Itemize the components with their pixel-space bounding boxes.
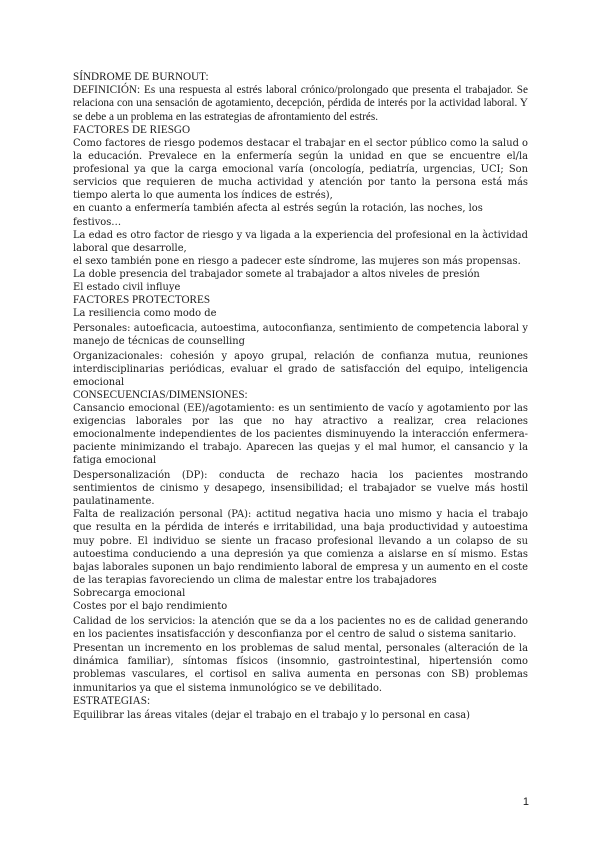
service-quality-paragraph: Calidad de los servicios: la atención que se da a los pacientes no es de calidad generando en los pacientes insatisfacción y desconfianza por el centro de salud o sistema sanitario. <box>73 615 528 640</box>
depersonalization-paragraph: Despersonalización (DP): conducta de rechazo hacia los pacientes mostrando sentimientos de cinismo y desapego, insensibilidad; el trabajador se vuelve más hostil paulatinamente. <box>73 470 528 508</box>
emotional-exhaustion-paragraph: Cansancio emocional (EE)/agotamiento: es un sentimiento de vacío y agotamiento por las exigencias laborales por las que no hay atractivo a realizar, crea relaciones emocionalmente independientes de los pacientes disminuyendo la interacción enfermera-paciente minimizando el trabajo. Aparecen las quejas y el mal humor, el cansancio y la fatiga emocional <box>73 403 528 467</box>
risk-double-presence-line: La doble presencia del trabajador somete al trabajador a altos niveles de presión <box>73 268 480 280</box>
low-performance-costs-line: Costes por el bajo rendimiento <box>73 601 228 613</box>
balance-strategy-line: Equilibrar las áreas vitales (dejar el trabajo en el trabajo y lo personal en casa) <box>73 710 471 722</box>
risk-factors-heading: FACTORES DE RIESGO <box>73 123 191 136</box>
personal-factors-paragraph: Personales: autoeficacia, autoestima, autoconfianza, sentimiento de competencia laboral y manejo de técnicas de counselling <box>73 322 528 348</box>
risk-rotation-line: en cuanto a enfermería también afecta al estrés según la rotación, las noches, los festivos… <box>73 203 483 228</box>
personal-accomplishment-paragraph: Falta de realización personal (PA): actitud negativa hacia uno mismo y hacia el trabajo que resulta en la pérdida de interés e irritabilidad, una baja productividad y autoestima muy pobre. El individuo se siente un fracaso profesional llevando a un colapso de su autoestima conduciendo a una depresión ya que comienza a aislarse en sí mismo. Estas bajas laborales suponen un bajo rendimiento laboral de empresa y un aumento en el coste de las terapias favoreciendo un clima de malestar entre los trabajadores <box>73 509 528 586</box>
emotional-overload-line: Sobrecarga emocional <box>73 587 186 599</box>
protective-factors-heading: FACTORES PROTECTORES <box>73 294 211 307</box>
document-body <box>73 71 528 722</box>
risk-civil-status-line: El estado civil influye <box>73 282 181 294</box>
page-number: 1 <box>522 796 529 808</box>
title-heading: SÍNDROME DE BURNOUT: <box>73 71 209 83</box>
strategies-heading: ESTRATEGIAS: <box>73 694 151 707</box>
consequences-heading: CONSECUENCIAS/DIMENSIONES: <box>73 388 248 401</box>
risk-age-paragraph: La edad es otro factor de riesgo y va ligada a la experiencia del profesional en la àctividad laboral que desarrolle, <box>73 229 528 254</box>
risk-factors-paragraph: Como factores de riesgo podemos destacar el trabajar en el sector público como la salud o la educación. Prevalece en la enfermería según la unidad en que se encuentre el/la profesional ya que la carga emocional varía (oncología, pediatría, urgencias, UCI; Son servicios que requieren de mucha actividad y atención por tanto la persona está más tiempo alerta lo que aumenta los índices de estrés), <box>73 138 528 202</box>
risk-sex-line: el sexo también pone en riesgo a padecer este síndrome, las mujeres son más propensas. <box>73 255 521 267</box>
health-problems-paragraph: Presentan un incremento en los problemas de salud mental, personales (alteración de la dinámica familiar), síntomas físicos (insomnio, gastrointestinal, hipertensión como problemas vasculares, el cortisol en saliva aumenta en personas con SB) problemas inmunitarios ya que el sistema inmunológico se ve debilitado. <box>73 643 528 694</box>
resilience-line: La resiliencia como modo de <box>73 308 217 320</box>
organizational-factors-paragraph: Organizacionales: cohesión y apoyo grupal, relación de confianza mutua, reuniones interdisciplinarias periódicas, evaluar el grado de satisfacción del equipo, inteligencia emocional <box>73 350 528 388</box>
definition-paragraph: DEFINICIÓN: Es una respuesta al estrés laboral crónico/prolongado que presenta el trabajador. Se relaciona con una sensación de agotamiento, decepción, pérdida de interés por la actividad laboral. Y se debe a un problema en las estrategias de afrontamiento del estrés. <box>73 84 528 123</box>
